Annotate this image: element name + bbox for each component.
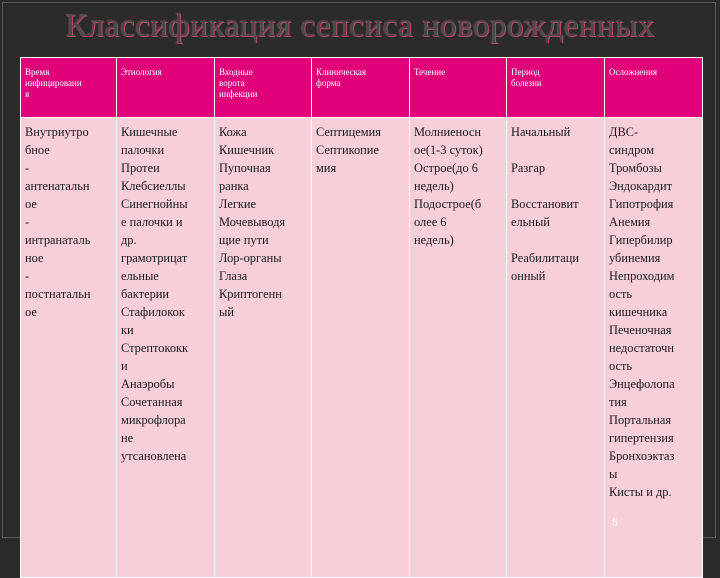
cell-text: Анемия (609, 215, 651, 229)
cell-text: ельный (511, 215, 550, 229)
cell-text: Стафилокок (121, 305, 185, 319)
cell-text: Пупочная (219, 161, 271, 175)
table-cell (215, 118, 312, 578)
cell-text: Септицемия (316, 125, 381, 139)
cell-text: - (25, 215, 30, 229)
header-text: Осложнения (609, 67, 658, 77)
cell-text: - (25, 161, 30, 175)
cell-text: Печеночная (609, 323, 672, 337)
cell-text: Синегнойны (121, 197, 188, 211)
cell-text: онный (511, 269, 546, 283)
cell-text: Клебсиеллы (121, 179, 186, 193)
cell-text: Сочетанная (121, 395, 183, 409)
cell-text: Разгар (511, 161, 546, 175)
cell-text: Портальная (609, 413, 672, 427)
cell-text: Бронхоэктаз (609, 449, 675, 463)
header-cell (507, 58, 605, 118)
header-text: инфицировани (25, 78, 82, 88)
cell-text: гипертензия (609, 431, 674, 445)
cell-text: ельные (121, 269, 159, 283)
table-row (21, 118, 703, 578)
table-cell (117, 118, 215, 578)
cell-text: ное (25, 251, 44, 265)
cell-text: тия (609, 395, 627, 409)
cell-text: е палочки и (121, 215, 183, 229)
cell-text: олее 6 (414, 215, 447, 229)
cell-text: Протеи (121, 161, 160, 175)
cell-text: мия (316, 161, 337, 175)
cell-text: ДВС- (609, 125, 639, 139)
cell-text: синдром (609, 143, 655, 157)
header-text: инфекции (219, 89, 258, 99)
cell-text: убинемия (609, 251, 661, 265)
cell-text: утсановлена (121, 449, 187, 463)
cell-text: Молниеносн (414, 125, 481, 139)
cell-text: бное (25, 143, 50, 157)
cell-text: недостаточн (609, 341, 675, 355)
header-cell (21, 58, 117, 118)
cell-text: ое (25, 305, 37, 319)
cell-text: палочки (121, 143, 165, 157)
table-cell (410, 118, 507, 578)
header-cell (410, 58, 507, 118)
cell-text: недель) (414, 179, 454, 193)
cell-text: ость (609, 287, 633, 301)
header-text: форма (316, 78, 341, 88)
table-cell (605, 118, 703, 578)
table-cell (507, 118, 605, 578)
cell-text: Мочевыводя (219, 215, 286, 229)
cell-text (511, 177, 600, 195)
header-text: Период (511, 67, 540, 77)
cell-text: Энцефолопа (609, 377, 675, 391)
cell-text: Стрептококк (121, 341, 189, 355)
cell-text: Лор-органы (219, 251, 282, 265)
header-text: Клиническая (316, 67, 367, 77)
cell-text (511, 141, 600, 159)
cell-text: Кожа (219, 125, 247, 139)
cell-text: - (25, 269, 30, 283)
cell-text: Гипотрофия (609, 197, 674, 211)
header-text: Входные (219, 67, 253, 77)
header-text: я (25, 89, 30, 99)
cell-text: постнатальн (25, 287, 91, 301)
cell-text: ки (121, 323, 134, 337)
header-cell (215, 58, 312, 118)
cell-text: бактерии (121, 287, 170, 301)
cell-text: ранка (219, 179, 249, 193)
cell-text: Криптогенн (219, 287, 282, 301)
cell-text: ость (609, 359, 633, 373)
cell-text: Легкие (219, 197, 257, 211)
header-text: Время (25, 67, 50, 77)
cell-text: и (121, 359, 128, 373)
cell-text: Восстановит (511, 197, 579, 211)
header-cell (605, 58, 703, 118)
classification-table (20, 57, 703, 578)
table-cell (312, 118, 410, 578)
cell-text (511, 231, 600, 249)
cell-text: Реабилитаци (511, 251, 579, 265)
header-text: Течение (414, 67, 446, 77)
cell-text: др. (121, 233, 137, 247)
header-cell (312, 58, 410, 118)
cell-text: ый (219, 305, 234, 319)
cell-text: Кисты и др. (609, 485, 672, 499)
page-number: 5 (612, 517, 619, 529)
table-header-row (21, 58, 703, 118)
cell-text: щие пути (219, 233, 269, 247)
cell-text: Эндокардит (609, 179, 673, 193)
cell-text: Септикопие (316, 143, 379, 157)
header-cell (117, 58, 215, 118)
cell-text: Глаза (219, 269, 248, 283)
cell-text: Кишечные (121, 125, 178, 139)
header-text: болезни (511, 78, 542, 88)
cell-text: Гипербилир (609, 233, 673, 247)
cell-text: недель) (414, 233, 454, 247)
cell-text: ое(1-3 суток) (414, 143, 483, 157)
cell-text: не (121, 431, 134, 445)
cell-text: Тромбозы (609, 161, 662, 175)
slide-title: Классификация сепсиса новорожденных (65, 8, 655, 44)
cell-text: интранаталь (25, 233, 91, 247)
header-text: Этиология (121, 67, 162, 77)
cell-text: ы (609, 467, 618, 481)
cell-text: ое (25, 197, 37, 211)
cell-text: Острое(до 6 (414, 161, 478, 175)
cell-text: кишечника (609, 305, 668, 319)
table-cell (21, 118, 117, 578)
cell-text: Непроходим (609, 269, 675, 283)
cell-text: Подострое(б (414, 197, 482, 211)
cell-text: антенатальн (25, 179, 90, 193)
header-text: ворота (219, 78, 245, 88)
cell-text: Начальный (511, 125, 571, 139)
cell-text: Внутриутро (25, 125, 89, 139)
cell-text: грамотрицат (121, 251, 188, 265)
cell-text: Кишечник (219, 143, 275, 157)
cell-text: Анаэробы (121, 377, 175, 391)
cell-text: микрофлора (121, 413, 186, 427)
